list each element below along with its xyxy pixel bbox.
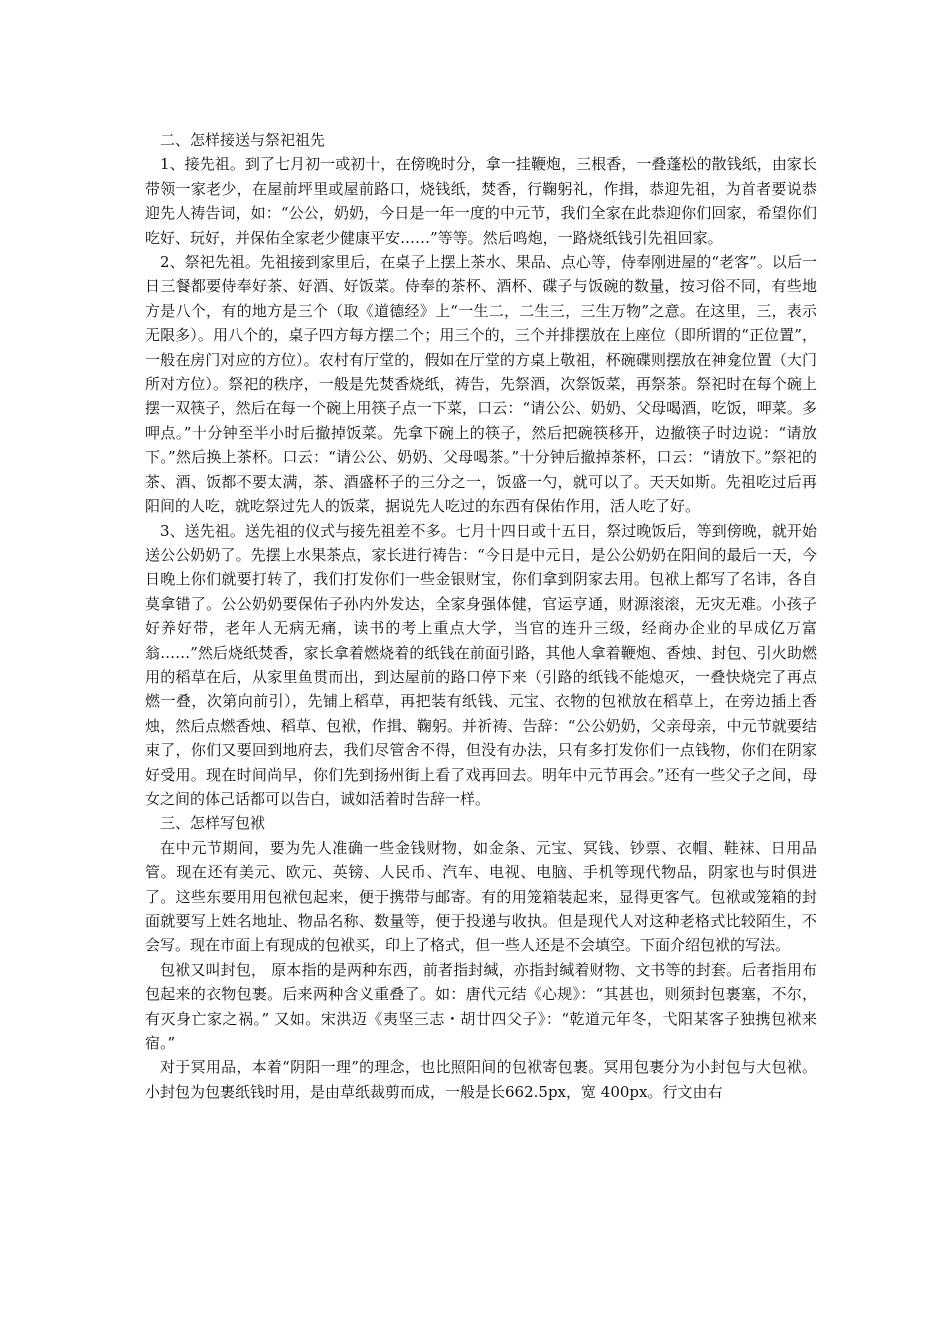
document-body [145,128,817,1104]
paragraph-bundle-definition: 包袱又叫封包， 原本指的是两种东西，前者指封缄，亦指封缄着财物、文书等的封套。后者指用布包起来的衣物包裹。后来两种含义重叠了。如：唐代元结《心规》：“其甚也，则须封包裹塞，不尔，有灭身亡家之祸。” 又如。宋洪迈《夷坚三志・胡廿四父子》：“乾道元年冬，弋阳某客子独携包袱来宿。” [145,960,817,1053]
paragraph-bundle-intro: 在中元节期间，要为先人准确一些金钱财物，如金条、元宝、冥钱、钞票、衣帽、鞋袜、日用品管。现在还有美元、欧元、英镑、人民币、汽车、电视、电脑、手机等现代物品，阴家也与时俱进了。这些东要用用包袱包起来，便于携带与邮寄。有的用笼箱装起来，显得更客气。包袱或笼箱的封面就要写上姓名地址、物品名称、数量等，便于投递与收执。但是现代人对这种老格式比较陌生，不会写。现在市面上有现成的包袱买，印上了格式，但一些人还是不会填空。下面介绍包袱的写法。 [145,838,817,955]
paragraph-underworld-packages: 对于冥用品，本着“阴阳一理”的理念，也比照阳间的包袱寄包裹。冥用包裹分为小封包与大包袱。小封包为包裹纸钱时用，是由草纸裁剪而成，一般是长662.5px，宽 400px。行文由右 [145,1058,817,1101]
section-heading-3: 三、怎样写包袱 [160,814,266,833]
paragraph-offering-ancestors: 2、祭祀先祖。先祖接到家里后，在桌子上摆上茶水、果品、点心等，侍奉刚进屋的“老客”。以后一日三餐都要侍奉好茶、好酒、好饭菜。侍奉的茶杯、酒杯、碟子与饭碗的数量，按习俗不同，有些地方是八个，有的地方是三个（取《道德经》上“一生二，二生三，三生万物”之意。在这里，三，表示无限多）。用八个的，桌子四方每方摆二个；用三个的，三个并排摆放在上座位（即所谓的“正位置”，一般在房门对应的方位）。农村有厅堂的，假如在厅堂的方桌上敬祖，杯碗碟则摆放在神龛位置（大门所对方位）。祭祀的秩序，一般是先焚香烧纸，祷告，先祭酒，次祭饭菜，再祭茶。祭祀时在每个碗上摆一双筷子，然后在每一个碗上用筷子点一下菜，口云：“请公公、奶奶、父母喝酒，吃饭，呷菜。多呷点。”十分钟至半小时后撤掉饭菜。先拿下碗上的筷子，然后把碗筷移开，边撤筷子时边说：“请放下。”然后换上茶杯。口云：“请公公、奶奶、父母喝茶。”十分钟后撤掉茶杯，口云：“请放下。”祭祀的茶、酒、饭都不要太满，茶、酒盛杯子的三分之一，饭盛一勺，就可以了。天天如斯。先祖吃过后再阳间的人吃，就吃祭过先人的饭菜，据说先人吃过的东西有保佑作用，活人吃了好。 [145,253,817,516]
section-heading-2: 二、怎样接送与祭祀祖先 [160,131,326,149]
paragraph-welcome-ancestors: 1、接先祖。到了七月初一或初十，在傍晚时分，拿一挂鞭炮，三根香，一叠蓬松的散钱纸，由家长带领一家老少，在屋前坪里或屋前路口，烧钱纸，焚香，行鞠躬礼，作揖，恭迎先祖，为首者要说恭迎先人祷告词，如：“公公，奶奶，今日是一年一度的中元节，我们全家在此恭迎你们回家，希望你们吃好、玩好，并保佑全家老少健康平安……”等等。然后鸣炮，一路烧纸钱引先祖回家。 [145,155,817,247]
paragraph-farewell-ancestors: 3、送先祖。送先祖的仪式与接先祖差不多。七月十四日或十五日，祭过晚饭后，等到傍晚，就开始送公公奶奶了。先摆上水果茶点，家长进行祷告：“今日是中元日，是公公奶奶在阳间的最后一天，今日晚上你们就要打转了，我们打发你们一些金银财宝，你们拿到阴家去用。包袱上都写了名讳，各自莫拿错了。公公奶奶要保佑子孙内外发达，全家身强体健，官运亨通，财源滚滚，无灾无难。小孩子好养好带，老年人无病无痛，读书的考上重点大学，当官的连升三级，经商办企业的早成亿万富翁……”然后烧纸焚香，家长拿着燃烧着的纸钱在前面引路，其他人拿着鞭炮、香烛、封包、引火助燃用的稻草在后，从家里鱼贯而出，到达屋前的路口停下来（引路的纸钱不能熄灭，一叠快烧完了再点燃一叠，次第向前引），先铺上稻草，再把装有纸钱、元宝、衣物的包袱放在稻草上，在旁边插上香烛，然后点燃香烛、稻草、包袱，作揖、鞠躬。并祈祷、告辞：“公公奶奶，父亲母亲，中元节就要结束了，你们又要回到地府去，我们尽管舍不得，但没有办法，只有多打发你们一点钱物，你们在阴家好受用。现在时间尚早，你们先到扬州街上看了戏再回去。明年中元节再会。”还有一些父子之间，母女之间的体己话都可以告白，诚如活着时告辞一样。 [145,521,817,808]
